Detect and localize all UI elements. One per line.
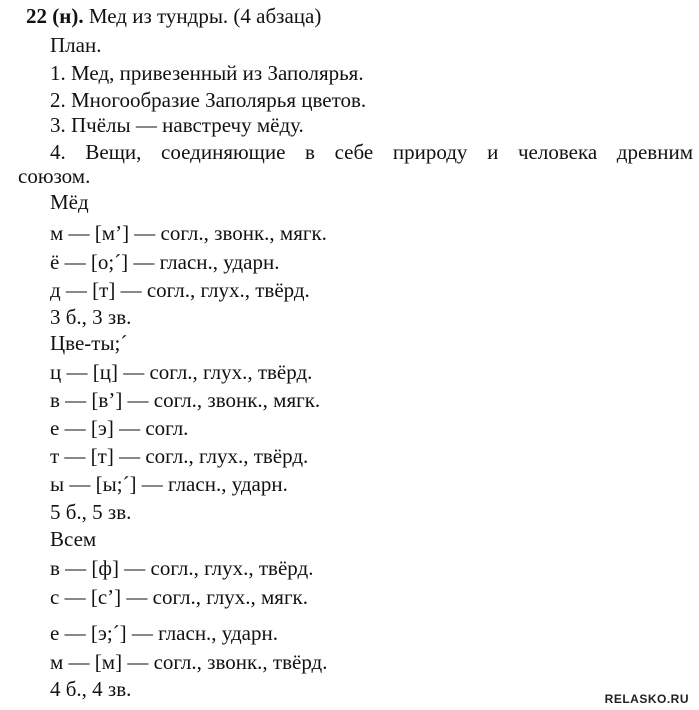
plan-item-1: 1. Мед, привезенный из Заполярья. (50, 61, 364, 85)
word-3-row-3: е — [э;´] — гласн., ударн. (50, 621, 278, 645)
word-3-row-4: м — [м] — согл., звонк., твёрд. (50, 650, 328, 674)
word-2-row-5: ы — [ы;´] — гласн., ударн. (50, 472, 288, 496)
exercise-title: Мед из тундры. (4 абзаца) (83, 4, 322, 28)
word-3-row-2: с — [с’] — согл., глух., мягк. (50, 585, 309, 609)
plan-item-4: 4. Вещи, соединяющие в себе природу и человека древним (50, 140, 693, 164)
plan-item-4-continuation: союзом. (18, 164, 91, 188)
word-3-row-1: в — [ф] — согл., глух., твёрд. (50, 556, 314, 580)
word-2-title: Цве-ты;´ (50, 331, 128, 355)
word-3-title: Всем (50, 527, 97, 551)
word-2-row-2: в — [в’] — согл., звонк., мягк. (50, 388, 321, 412)
word-1-row-3: д — [т] — согл., глух., твёрд. (50, 278, 310, 302)
word-2-row-4: т — [т] — согл., глух., твёрд. (50, 444, 309, 468)
exercise-heading (26, 4, 321, 28)
plan-label: План. (50, 33, 102, 57)
plan-item-3: 3. Пчёлы — навстречу мёду. (50, 113, 304, 137)
site-watermark: RELASKO.RU (604, 692, 689, 706)
word-1-summary: 3 б., 3 зв. (50, 305, 132, 329)
word-3-summary: 4 б., 4 зв. (50, 677, 132, 701)
exercise-number: 22 (н). (26, 4, 84, 28)
plan-item-2: 2. Многообразие Заполярья цветов. (50, 88, 367, 112)
word-1-row-2: ё — [о;´] — гласн., ударн. (50, 250, 280, 274)
word-2-row-3: е — [э] — согл. (50, 416, 189, 440)
word-2-summary: 5 б., 5 зв. (50, 500, 132, 524)
word-1-row-1: м — [м’] — согл., звонк., мягк. (50, 221, 327, 245)
word-1-title: Мёд (50, 190, 89, 214)
word-2-row-1: ц — [ц] — согл., глух., твёрд. (50, 360, 313, 384)
